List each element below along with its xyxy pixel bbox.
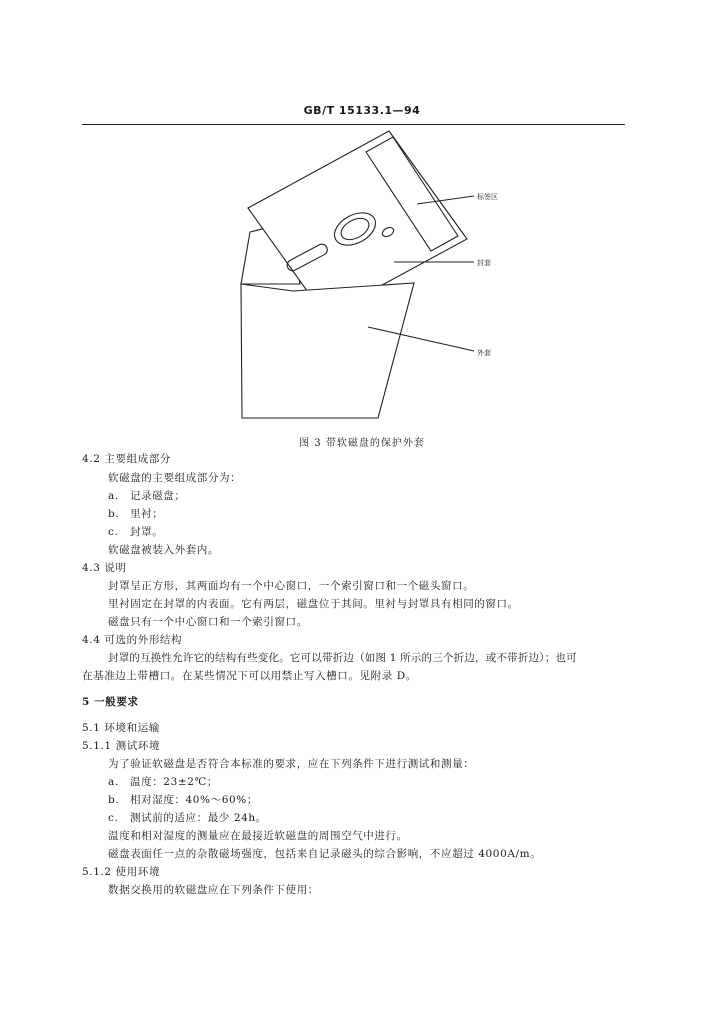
paragraph: 封罩的互换性允许它的结构有些变化。它可以带折边（如图 1 所示的三个折边，或不带折边）；也可 [108, 652, 577, 664]
label-area-text: 标签区 [477, 193, 498, 201]
paragraph: 在基准边上带槽口。在某些情况下可以用禁止写入槽口。见附录 D。 [82, 670, 417, 682]
section-5-heading: 5 一般要求 [82, 696, 139, 708]
section-4-3-heading: 4.3 说明 [82, 562, 127, 574]
document-header: GB/T 15133.1—94 [303, 104, 421, 117]
outer-label-text: 外套 [477, 349, 491, 357]
section-5-1-1-heading: 5.1.1 测试环境 [82, 740, 161, 752]
section-5-1-1-intro: 为了验证软磁盘是否符合本标准的要求，应在下列条件下进行测试和测量： [108, 758, 475, 770]
section-5-1-2-heading: 5.1.2 使用环境 [82, 866, 161, 878]
figure-caption: 图 3 带软磁盘的保护外套 [299, 438, 425, 449]
list-item: a. 温度：23±2℃； [108, 776, 218, 788]
section-5-1-2-intro: 数据交换用的软磁盘应在下列条件下使用： [108, 884, 319, 896]
figure-3-disk-jacket-drawing [0, 0, 724, 460]
section-5-1-heading: 5.1 环境和运输 [82, 722, 160, 734]
paragraph: 里衬固定在封罩的内表面。它有两层，磁盘位于其间。里衬与封罩具有相同的窗口。 [108, 598, 519, 610]
section-4-2-heading: 4.2 主要组成部分 [82, 453, 172, 465]
paragraph: 磁盘只有一个中心窗口和一个索引窗口。 [108, 616, 308, 628]
section-4-4-heading: 4.4 可选的外形结构 [82, 634, 183, 646]
list-item: b. 相对湿度：40%～60%； [108, 794, 258, 806]
section-4-2-note: 软磁盘被装入外套内。 [108, 544, 219, 556]
paragraph: 封罩呈正方形，其两面均有一个中心窗口，一个索引窗口和一个磁头窗口。 [108, 580, 475, 592]
list-item: a. 记录磁盘； [108, 490, 186, 502]
list-item: c. 封罩。 [108, 526, 164, 538]
list-item: b. 里衬； [108, 508, 164, 520]
section-4-2-intro: 软磁盘的主要组成部分为： [108, 472, 242, 484]
paragraph: 温度和相对湿度的测量应在最接近软磁盘的周围空气中进行。 [108, 830, 408, 842]
outer-sleeve [241, 283, 414, 418]
liner-label-text: 封套 [477, 259, 491, 267]
list-item: c. 测试前的适应：最少 24h。 [108, 812, 267, 824]
paragraph: 磁盘表面任一点的杂散磁场强度，包括来自记录磁头的综合影响，不应超过 4000A/m。 [108, 848, 542, 860]
